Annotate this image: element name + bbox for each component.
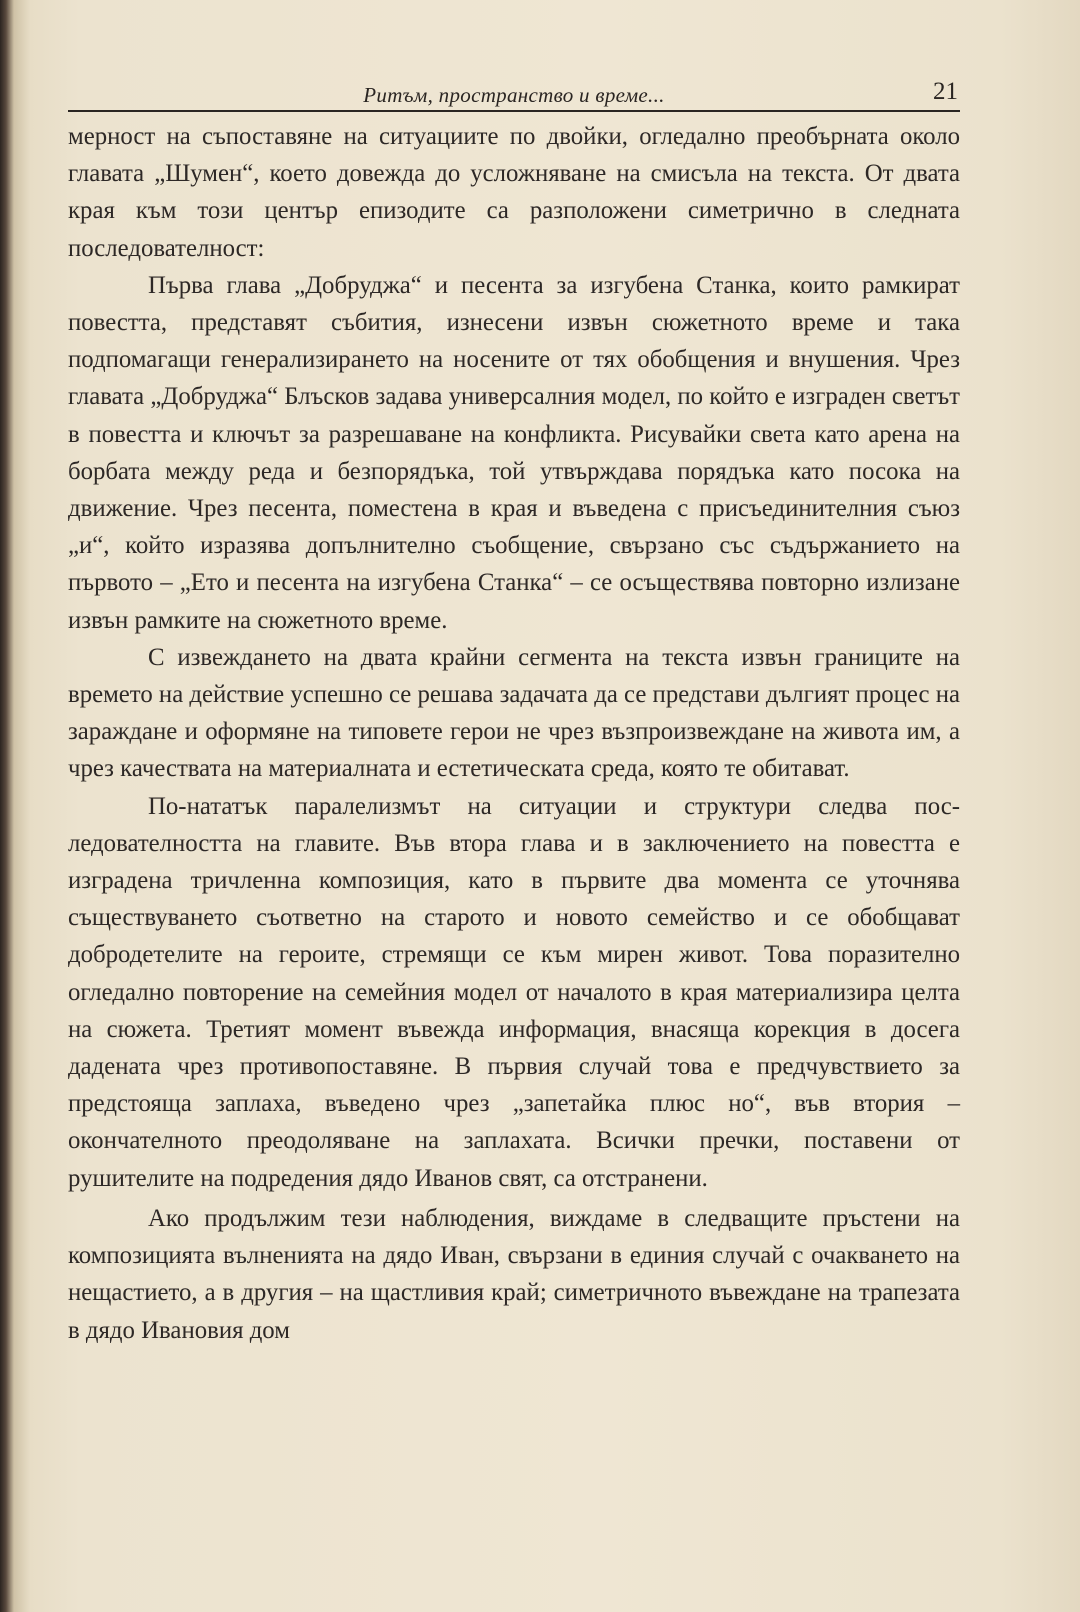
page-header: [68, 80, 960, 112]
body-text: [68, 118, 960, 1349]
paragraph-2: Първа глава „Добруджа“ и песента за изгубена Станка, които рамкират повестта, представят събития, изнесени извън сюжетното време и така подпомагащи генерализирането на носените от тях обобщения и внушения. Чрез главата „Добруджа“ Блъсков задава универсалния модел, по който е изграден светът в повестта и ключът за разрешаване на конфликта. Рисувайки света като арена на борбата между реда и безпорядъка, той утвърждава порядъка като посока на движение. Чрез песента, поместена в края и въведена с присъединителния съюз „и“, който изразява допълнително съобщение, свързано със съдържанието на първото – „Ето и песента на изгубена Станка“ – се осъществява повторно излизане извън рамките на сюжетното време.: [68, 271, 960, 634]
paragraph-5: Ако продължим тези наблюдения, виждаме в следващите пръстени на композицията вълненията на дядо Иван, свързани в единия случай с очакването на нещастието, а в другия – на щастливия край; симетричното въвеждане на трапезата в дядо Ивановия дом: [68, 1204, 960, 1344]
running-title: Ритъм, пространство и време...: [363, 83, 665, 107]
paragraph-4: По-нататък паралелизмът на ситуации и структури следва последователността на главите. Във втора глава и в заключението на повестта е изградена тричленна композиция, като в първите два момента се уточнява съществуването съответно на старото и новото семейство и се обобщават добродетелите на героите, стремящи се към мирен живот. Това поразително огледално повторение на семейния модел от началото в края материализира целта на сюжета. Третият момент въвежда информация, внасяща корекция в досега дадената чрез противопоставяне. В първия случай това е предчувствието за предстояща заплаха, въведено чрез „запетайка плюс но“, във втория – окончателното преодоляване на заплахата. Всички пречки, поставени от рушителите на подредения дядо Иванов свят, са отстранени.: [68, 792, 960, 1192]
page-number: 21: [933, 78, 958, 105]
paragraph-1: мерност на съпоставяне на ситуациите по двойки, огледално преобърната около главата „Шумен“, което довежда до усложняване на смисъла на текста. От двата края към този център епизодите са разположени симетрично в следната последователност:: [68, 123, 960, 262]
paragraph-3: С извеждането на двата крайни сегмента на текста извън границите на времето на действие успешно се решава задачата да се представи дългият процес на зараждане и оформяне на типовете герои не чрез възпроизвеждане на живота им, а чрез качествата на материалната и естетическата среда, която те обитават.: [68, 643, 960, 783]
